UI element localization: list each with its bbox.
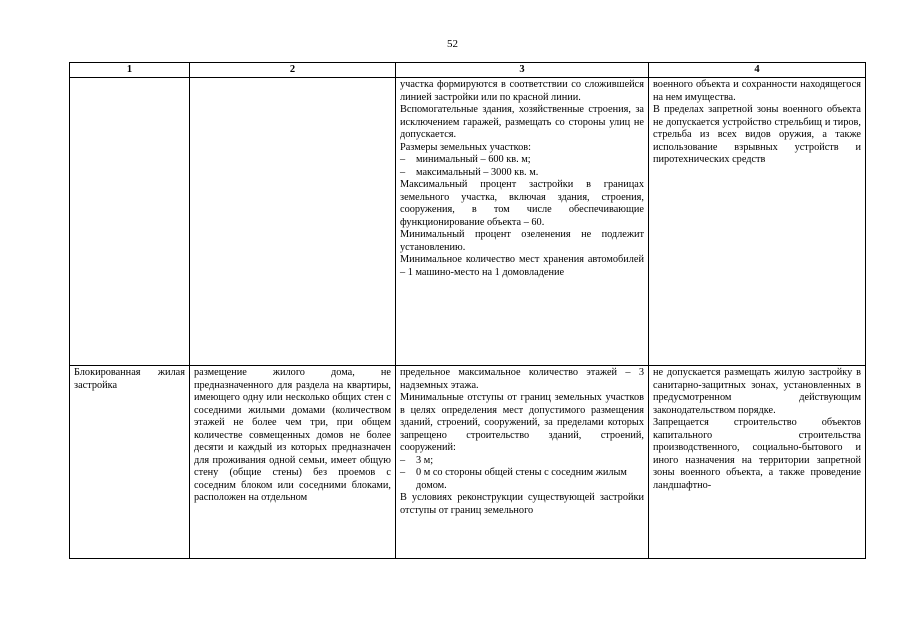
cell-paragraph: не допускается размещать жилую застройку в санитарно-защитных зонах, установленных в предусмотренном действующим законодательством порядке. xyxy=(653,367,861,416)
list-item-text: минимальный – 600 кв. м; xyxy=(416,154,531,165)
column-header: 1 xyxy=(70,63,190,78)
table-cell xyxy=(396,78,649,366)
cell-paragraph: Минимальный процент озеленения не подлежит установлению. xyxy=(400,229,644,253)
column-header: 2 xyxy=(190,63,396,78)
table-cell xyxy=(649,78,866,366)
table-row xyxy=(70,366,866,559)
cell-paragraph: размещение жилого дома, не предназначенного для раздела на квартиры, имеющего одну или несколько общих стен с соседними жилыми домами (количеством этажей не более чем три, при общем количестве совмещенных домов не более десяти и каждый из которых предназначен для проживания одной семьи, имеет общую стену (общие стены) без проемов с соседним блоком или соседними блоками, расположен на отдельном xyxy=(194,367,391,503)
list-item-text: 3 м; xyxy=(416,454,434,466)
cell-paragraph: предельное максимальное количество этажей – 3 надземных этажа. xyxy=(400,367,644,391)
cell-paragraph: В пределах запретной зоны военного объекта не допускается устройство стрельбищ и тиров, стрельба из всех видов оружия, а также использование взрывных устройств и пиротехнических средств xyxy=(653,104,861,165)
cell-paragraph: Минимальное количество мест хранения автомобилей – 1 машино-место на 1 домовладение xyxy=(400,254,644,278)
table-cell xyxy=(190,366,396,559)
list-item-text: максимальный – 3000 кв. м. xyxy=(416,166,539,178)
column-header: 4 xyxy=(649,63,866,78)
zoning-table xyxy=(69,62,866,559)
table-cell xyxy=(396,366,649,559)
land-use-type: Блокированная жилая застройка xyxy=(74,367,185,391)
list-item: – минимальный – 600 кв. м; xyxy=(400,154,644,167)
list-item: – 3 м; xyxy=(400,455,644,468)
column-header: 3 xyxy=(396,63,649,78)
page-number: 52 xyxy=(447,38,458,50)
cell-paragraph: Максимальный процент застройки в границах земельного участка, включая здания, строения, сооружения, в том числе обеспечивающие функционирование объекта – 60. xyxy=(400,179,644,228)
table-cell xyxy=(190,78,396,366)
table-cell xyxy=(70,78,190,366)
cell-paragraph: военного объекта и сохранности находящегося на нем имущества. xyxy=(653,79,861,103)
cell-paragraph: В условиях реконструкции существующей застройки отступы от границ земельного xyxy=(400,492,644,516)
cell-paragraph: Запрещается строительство объектов капитального строительства производственного, социально-бытового и иного назначения на территории запретной зоны военного объекта, а также проведение ландшафтно- xyxy=(653,417,861,491)
cell-paragraph: Вспомогательные здания, хозяйственные строения, за исключением гаражей, размещать со стороны улиц не допускается. xyxy=(400,104,644,140)
list-item: – максимальный – 3000 кв. м. xyxy=(400,167,644,180)
list-item-text: 0 м со стороны общей стены с соседним жилым домом. xyxy=(416,467,627,491)
cell-paragraph: участка формируются в соответствии со сложившейся линией застройки или по красной линии. xyxy=(400,79,644,103)
list-item: – 0 м со стороны общей стены с соседним жилым домом. xyxy=(400,467,644,492)
table-cell xyxy=(70,366,190,559)
table-row xyxy=(70,78,866,366)
cell-paragraph: Минимальные отступы от границ земельных участков в целях определения мест допустимого размещения зданий, строений, сооружений, за пределами которых запрещено строительство зданий, строений, сооружений: xyxy=(400,392,644,453)
table-cell xyxy=(649,366,866,559)
cell-paragraph: Размеры земельных участков: xyxy=(400,141,531,153)
table-header-row xyxy=(70,63,866,78)
